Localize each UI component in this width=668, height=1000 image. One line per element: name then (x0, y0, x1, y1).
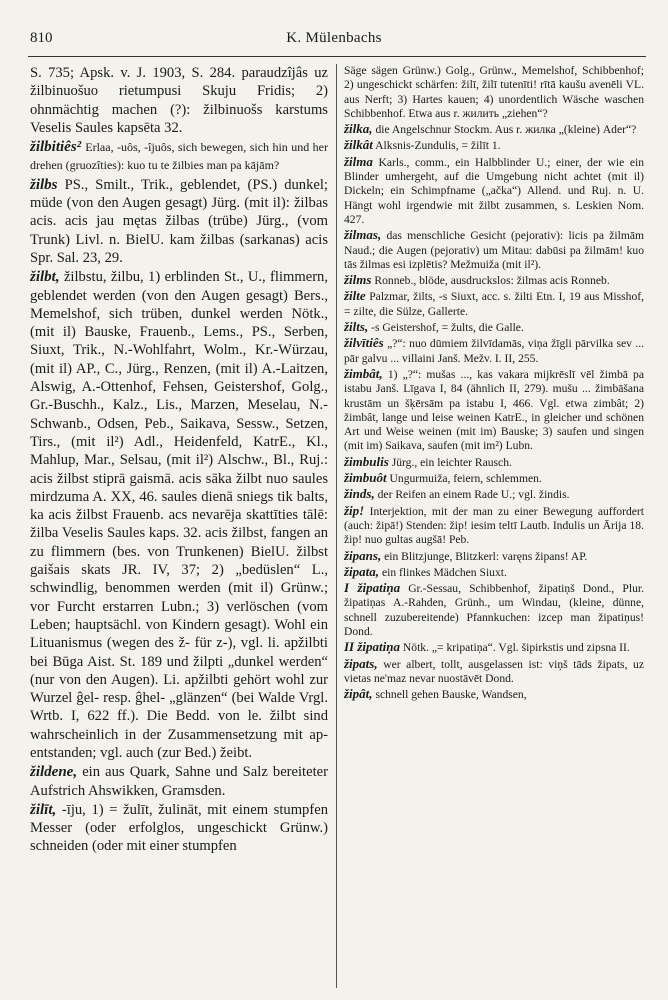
entry-text (30, 64, 328, 137)
entry (344, 122, 644, 137)
entry (344, 273, 644, 288)
entry-body: Jürg., ein leichter Rausch. (391, 455, 512, 469)
headword: žilbt, (30, 269, 60, 286)
entry (344, 228, 644, 272)
entry (344, 320, 644, 335)
entry-body: -s Geistershof, = žults, die Galle. (371, 321, 524, 335)
entry-body: 1) „?“: mušas ..., kas vakara mijkrēslī vēl žimbā pa istabu Janš. Līgava I, 84 (ähnlich II, 279). mušu ... žimbāšana krustām un šķērsām pa istabu I, 466. Vgl. etwa zimbât; 2) žimbât, lange und leise weinen KatrE., in gleicher und schönen Art und Weise weinen (mit im) Bauske; 3) saufen und singen (mit im) Saikava, saufen (mit im²) Lubn. (344, 367, 644, 453)
entry-body: wer albert, tollt, ausgelassen ist: viņš tāds žipats, uz vietas ne'maz nevar nuostāvēt Dond. (344, 657, 644, 685)
entry (344, 455, 644, 470)
entry (30, 763, 328, 800)
entry (344, 549, 644, 564)
headword: žilvītiês (344, 335, 384, 351)
headword: žipats, (344, 655, 378, 671)
entry-body: das menschliche Gesicht (pejorativ): licis pa žilmām Naud.; die Augen (pejorativ) um Mitau: dabūsi pa žilmām! kuo tās žilmas esi izplētis? Mežmuiža (mit il²). (344, 229, 644, 271)
headword: žilbs (30, 176, 58, 193)
headword: žilte (344, 288, 366, 304)
left-column (30, 64, 328, 988)
entry (30, 268, 328, 762)
entry-body: Ungurmuiža, feiern, schlemmen. (389, 472, 542, 486)
headword: žip! (344, 502, 365, 518)
page-number: 810 (30, 30, 53, 46)
entry (344, 336, 644, 366)
entry (344, 581, 644, 639)
entry-body: die Angelschnur Stockm. Aus r. жилка „(kleine) Ader“? (375, 123, 637, 137)
headword: II žipatiņa (344, 639, 400, 655)
right-column (344, 64, 644, 988)
running-head: K. Mülenbachs (286, 30, 382, 46)
headword: žilīt, (30, 801, 57, 818)
entry-body: Gr.-Sessau, Schibbenhof, žipatiņš Dond., Plur. žipatiņas A.-Rahden, Grünh., um Windau, (kleine, dünne, schnell zuzubereitende) Pfannkuchen: izcep man žipatiņus! Dond. (344, 582, 644, 638)
entry (344, 155, 644, 227)
headword: žilma (344, 153, 373, 169)
entry (30, 176, 328, 267)
column-divider (336, 64, 337, 988)
entry-body: Karls., comm., ein Halbblinder U.; einer, der wie ein Blinder umhergeht, auf die Umgebung nicht achtet (mit il) Dickeln; ein Schimpfname („аčka“) Allend. und Ruj. n. U. Hängt wohl irgendwie mit žilbt zusammen, s. Leskien Nom. 427. (344, 155, 644, 226)
headword: žilkât (344, 137, 373, 153)
entry-body: Säge sägen Grünw.) Golg., Grünw., Memelshof, Schibbenhof; 2) ungeschickt schärfen: žilī, žilī tutenīti! rītā kaušu avenēli VL. aus Nerft; 3) Hartes kauen; 4) unordentlich Wäsche waschen Schibbenhof. Etwa aus r. жилить „ziehen“? (344, 64, 644, 120)
headword: žilmas, (344, 227, 382, 243)
headword: žilbitiês² (30, 139, 82, 156)
entry (344, 504, 644, 548)
entry (344, 471, 644, 486)
entry (344, 367, 644, 454)
entry-body: Erlaa, -uôs, -îjuôs, sich bewegen, sich hin und her drehen (gruozîties): kuo tu te žilbies man pa kājām? (30, 140, 328, 173)
entry (344, 657, 644, 687)
entry (344, 640, 644, 655)
entry-body: Alksnis-Zundulis, = žilīt 1. (375, 139, 501, 153)
entry (344, 565, 644, 580)
entry-body: ein aus Quark, Sahne und Salz bereiteter Aufstrich Ahswikken, Gramsden. (30, 764, 328, 799)
entry-body: -īju, 1) = žulīt, žulināt, mit einem stumpfen Messer (oder erfolglos, ungeschickt Grünw.) schneiden (oder mit einer stumpfen (30, 801, 328, 855)
entry-text (344, 64, 644, 121)
headword: žimbuôt (344, 470, 387, 486)
headword: žimbât, (344, 365, 383, 381)
headword: žipans, (344, 547, 382, 563)
entry (30, 138, 328, 175)
headword: žilts, (344, 319, 369, 335)
entry-body: ein Blitzjunge, Blitzkerl: varęns žipans! AP. (384, 549, 588, 563)
header-rule (28, 56, 646, 57)
headword: žimbulis (344, 453, 389, 469)
headword: žipata, (344, 563, 380, 579)
entry (30, 801, 328, 856)
entry-body: Interjektion, mit der man zu einer Bewegung auffordert (auch: žipā!) Stenden: žip! iesim teltī Lautb. Indulis un Ārija 18. žip! nuo gultas augšā! Peb. (344, 504, 644, 547)
headword: žinds, (344, 486, 375, 502)
headword: žilms (344, 272, 372, 288)
entry (344, 138, 644, 153)
entry-body: Palzmar, žilts, -s Siuxt, acc. s. žilti Etn. I, 19 aus Misshof, = zilte, die Sülze, Gallerte. (344, 290, 644, 318)
entry-body: der Reifen an einem Rade U.; vgl. žindis. (377, 488, 570, 502)
headword: žildene, (30, 764, 78, 781)
entry-body: Nötk. „= kripatiņa“. Vgl. šipirkstis und zipsna II. (402, 641, 630, 655)
entry-body: ein flinkes Mädchen Siuxt. (381, 565, 507, 579)
entry-body: PS., Smilt., Trik., geblendet, (PS.) dunkel; müde (von den Augen gesagt) Jürg. (mit il): žilbas acis. acis jau mętas žilbas (trübe) Jürg., (vom Trunk) Livl. n. BielU. kam žilbas (sarkanas) acis Spr. Sal. 23, 29. (30, 176, 328, 266)
entry (344, 289, 644, 319)
headword: žilka, (344, 121, 373, 137)
entry-body: schnell gehen Bauske, Wandsen, (375, 688, 527, 702)
headword: I žipatiņa (344, 580, 401, 596)
page-header (22, 30, 646, 56)
entry-body: Ronneb., blöde, ausdruckslos: žilmas acis Ronneb. (374, 274, 610, 288)
entry-body: žilbstu, žilbu, 1) erblinden St., U., flimmern, geblendet werden (von den Augen gesagt) Bers., Memelshof, sich trüben, dunkel werden Nötk., (mit il) Bauske, Frauenb., Lems., PS., Serben, Siuxt, Trik., N.-Wohlfahrt, Wolm., Kr.-Würzau, (mit il) AP., C., Jürg., Renzen, (mit il) A.-Laitzen, Alswig, A.-Ottenhof, Fehsen, Geistershof, Golg., Gr.-Buschh., Kalz., Lis., Marzen, Meselau, N.-Schwanb., Odsen, Peb., Saikava, Sessw., Setzen, Tirs., (mit il²) Adl., Heidenfeld, KatrE., Kl., Mahlup, Mar., Selsau, (mit il²) Alschw., Bl., Ruj.: acis žilbst stiprā gaismā. acis sāka žilbt nuo saules mirdzuma A. XX, 46. saules dienā sniegs tik balts, ka acis žilbst Frauenb. acs nevarēja skattīties tālē: žilba Veselis Saules kaps. 32. acis žilbst, fangen an zu flimmern (bes. von Trunkenen) BielU. žilbst gaišais skats JR. IV, 37; 2) „bedüslen“ L., schwindlig, benommen werden (mit il) Grünw.; vor Furcht erstarren Lubn.; 3) verlöschen (vom Leben; hauptsächl. von Kindern gesagt). Wohl ein Lituanismus (wegen des ž- für z-), vgl. li. apžilbti bei Būga Aist. St. 189 und žilpti „dunkel werden“ (nur von den Augen). Li. apžilbti gehört wohl zur Wurzel ĝel- resp. ĝhel- „glänzen“ (bei Walde Vrgl. Wrtb. I, 622 ff.). Die Bedd. von le. žilbt sind wahrscheinlich in der Zusammensetzung mit ap- entstanden; vgl. auch (zur Bed.) žeibt. (30, 269, 328, 761)
headword: žipât, (344, 686, 373, 702)
entry (344, 487, 644, 502)
entry (344, 687, 644, 702)
entry-body: „?“: nuo dūmiem žilvīdamās, viņa žīgli pārvilka sev ... pār galvu ... villaini Janš. Mežv. I. II, 255. (344, 337, 644, 365)
entry-body: S. 735; Apsk. v. J. 1903, S. 284. paraudzîjâs uz žilbinuošuo rietumpusi Skuju Fridis; 2) ohnmächtig machen (?): žilbinuošs karstums Veselis Saules kapsēta 32. (30, 65, 328, 136)
